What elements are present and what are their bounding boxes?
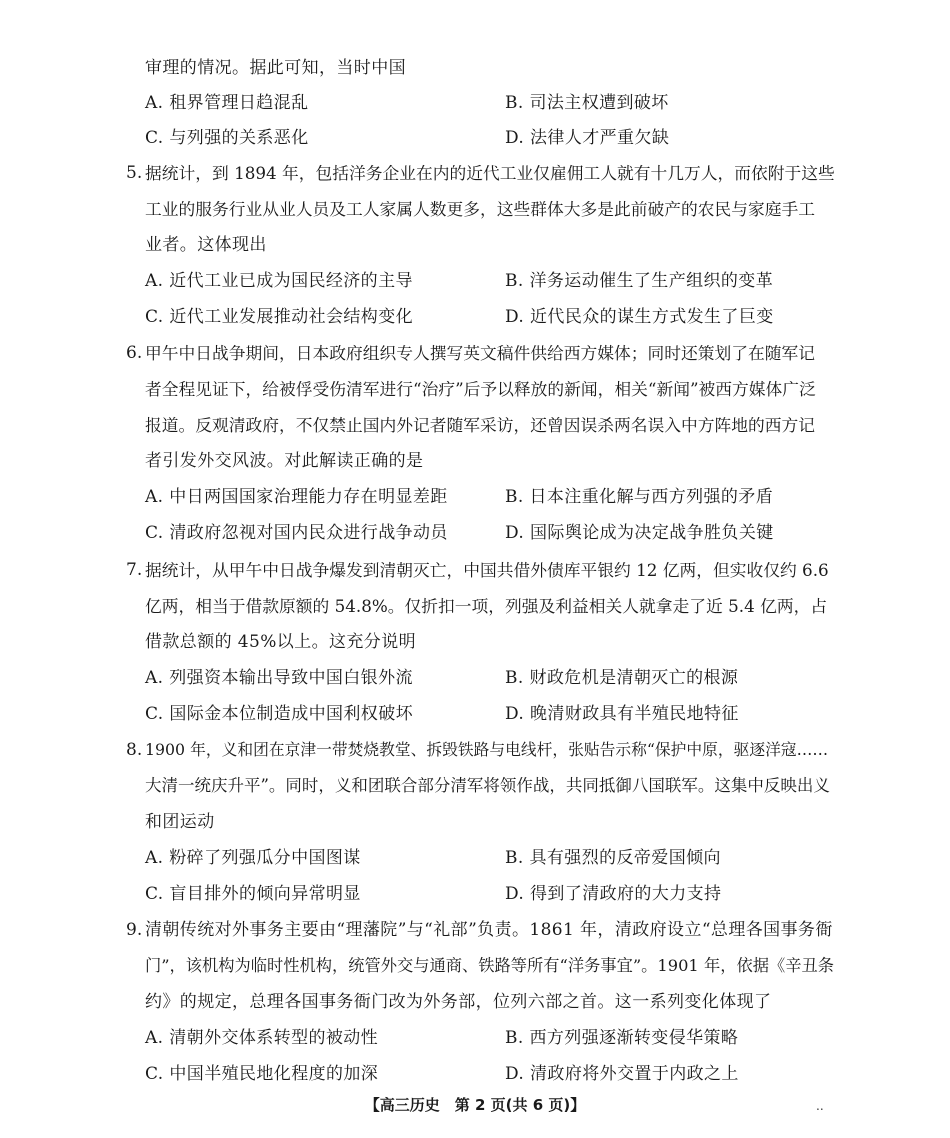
- corner-mark: ..: [816, 1099, 824, 1113]
- q9-stem-line-1: 清朝传统对外事务主要由“理藩院”与“礼部”负责。1861 年，清政府设立“总理各国事务衙: [145, 920, 833, 940]
- page-footer: 【高三历史 第 2 页(共 6 页)】: [364, 1096, 586, 1114]
- q7-option-c: C. 国际金本位制造成中国利权破坏: [145, 704, 414, 724]
- q4-option-d: D. 法律人才严重欠缺: [505, 128, 670, 148]
- q5-number: 5.: [126, 163, 143, 183]
- q8-option-a: A. 粉碎了列强瓜分中国图谋: [145, 848, 361, 868]
- q9-option-a: A. 清朝外交体系转型的被动性: [145, 1028, 379, 1048]
- q8-option-b: B. 具有强烈的反帝爱国倾向: [505, 848, 721, 868]
- q6-option-b: B. 日本注重化解与西方列强的矛盾: [505, 487, 774, 507]
- q6-stem-line-2: 者全程见证下，给被俘受伤清军进行“治疗”后予以释放的新闻，相关“新闻”被西方媒体广泛: [145, 379, 816, 399]
- q7-stem-line-1: 据统计，从甲午中日战争爆发到清朝灭亡，中国共借外债库平银约 12 亿两，但实收仅约 6.6: [145, 560, 829, 580]
- q6-stem-line-1: 甲午中日战争期间，日本政府组织专人撰写英文稿件供给西方媒体；同时还策划了在随军记: [145, 343, 816, 363]
- q7-option-b: B. 财政危机是清朝灭亡的根源: [505, 668, 739, 688]
- q5-stem-line-3: 业者。这体现出: [145, 235, 267, 255]
- q8-option-d: D. 得到了清政府的大力支持: [505, 884, 722, 904]
- q8-stem-line-2: 大清一统庆升平”。同时，义和团联合部分清军将领作战，共同抵御八国联军。这集中反映出义: [145, 776, 830, 795]
- q4-option-b: B. 司法主权遭到破坏: [505, 93, 669, 113]
- q5-option-a: A. 近代工业已成为国民经济的主导: [145, 271, 413, 291]
- q9-stem-line-3: 约》的规定，总理各国事务衙门改为外务部，位列六部之首。这一系列变化体现了: [145, 992, 772, 1012]
- q6-option-c: C. 清政府忽视对国内民众进行战争动员: [145, 523, 448, 543]
- q8-stem-line-3: 和团运动: [145, 812, 215, 832]
- q9-option-c: C. 中国半殖民地化程度的加深: [145, 1064, 379, 1084]
- q8-number: 8.: [126, 740, 143, 760]
- q9-stem-line-2: 门”，该机构为临时性机构，统管外交与通商、铁路等所有“洋务事宜”。1901 年，依据《辛丑条: [145, 956, 834, 975]
- q6-option-d: D. 国际舆论成为决定战争胜负关键: [505, 523, 774, 543]
- q5-stem-line-1: 据统计，到 1894 年，包括洋务企业在内的近代工业仅雇佣工人就有十几万人，而依附于这些: [145, 163, 835, 183]
- q6-number: 6.: [126, 343, 143, 363]
- q6-stem-line-3: 报道。反观清政府，不仅禁止国内外记者随军采访，还曾因误杀两名误入中方阵地的西方记: [145, 415, 816, 435]
- q4-option-c: C. 与列强的关系恶化: [145, 128, 309, 148]
- q5-stem-line-2: 工业的服务行业从业人员及工人家属人数更多，这些群体大多是此前破产的农民与家庭手工: [145, 199, 816, 219]
- q5-option-d: D. 近代民众的谋生方式发生了巨变: [505, 307, 774, 327]
- q9-number: 9.: [126, 920, 143, 940]
- q4-stem-line-1: 审理的情况。据此可知，当时中国: [145, 58, 406, 78]
- q9-option-d: D. 清政府将外交置于内政之上: [505, 1064, 739, 1084]
- q4-option-a: A. 租界管理日趋混乱: [145, 93, 309, 113]
- q7-stem-line-3: 借款总额的 45%以上。这充分说明: [145, 632, 416, 652]
- q6-option-a: A. 中日两国国家治理能力存在明显差距: [145, 487, 448, 507]
- q8-stem-line-1: 1900 年，义和团在京津一带焚烧教堂、拆毁铁路与电线杆，张贴告示称“保护中原，驱逐洋寇……: [145, 740, 829, 759]
- q5-option-c: C. 近代工业发展推动社会结构变化: [145, 307, 414, 327]
- q7-stem-line-2: 亿两，相当于借款原额的 54.8%。仅折扣一项，列强及利益相关人就拿走了近 5.4 亿两，占: [145, 596, 828, 616]
- q7-option-d: D. 晚清财政具有半殖民地特征: [505, 704, 739, 724]
- q7-option-a: A. 列强资本输出导致中国白银外流: [145, 668, 413, 688]
- q9-option-b: B. 西方列强逐渐转变侵华策略: [505, 1028, 739, 1048]
- q8-option-c: C. 盲目排外的倾向异常明显: [145, 884, 361, 904]
- q6-stem-line-4: 者引发外交风波。对此解读正确的是: [145, 451, 424, 471]
- q7-number: 7.: [126, 560, 143, 580]
- q5-option-b: B. 洋务运动催生了生产组织的变革: [505, 271, 774, 291]
